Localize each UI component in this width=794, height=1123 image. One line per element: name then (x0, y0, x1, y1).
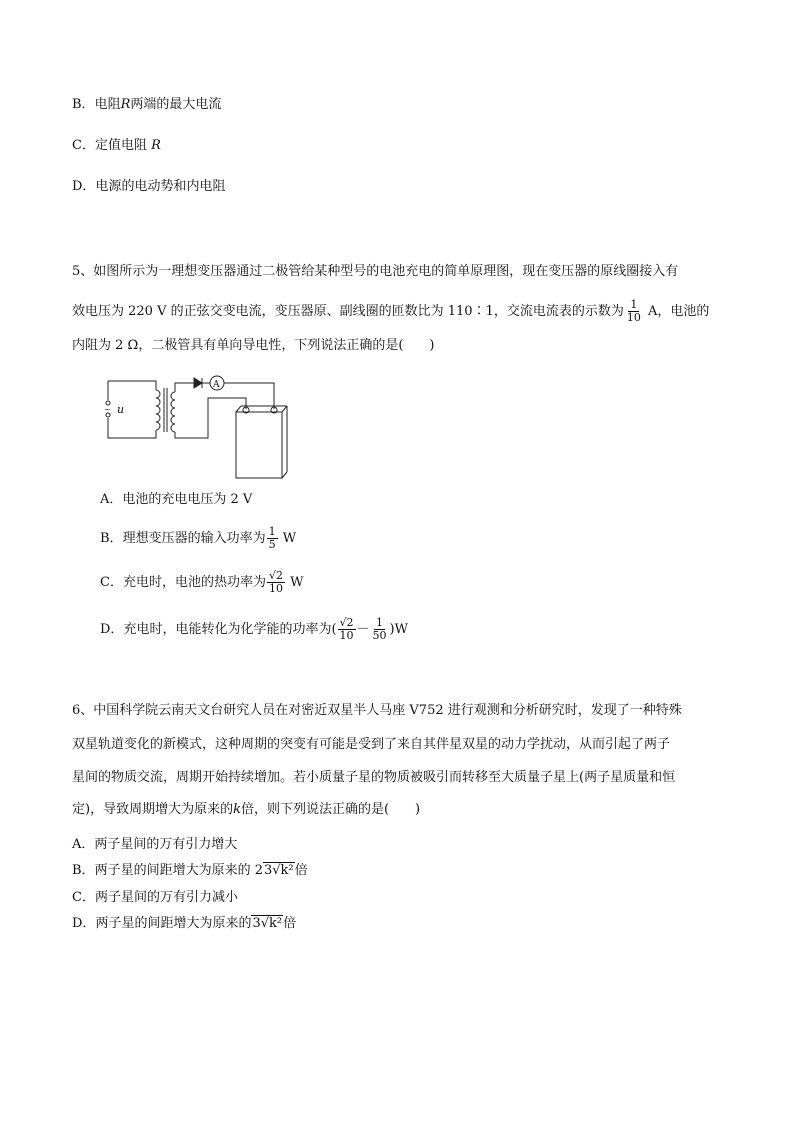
wire (108, 418, 156, 438)
radicand: 3√k² (252, 916, 283, 931)
battery-edge (236, 406, 241, 412)
battery-icon (236, 412, 282, 478)
q4-option-d (72, 177, 225, 197)
denominator: 5 (268, 538, 276, 551)
unit: )W (389, 622, 408, 637)
unit: W (278, 531, 297, 546)
option-text: 两端的最大电流 (130, 97, 222, 112)
q4-option-c (72, 136, 161, 156)
cube-root (263, 861, 295, 881)
option-text: 理想变压器的输入功率为 (122, 531, 266, 546)
numerator: √2 (339, 616, 354, 629)
wire (175, 383, 194, 392)
option-label: C． (72, 890, 95, 905)
source-label: u (117, 403, 125, 416)
q6-stem-line-1: 6、中国科学院云南天文台研究人员在对密近双星半人马座 V752 进行观测和分析研究时，发现了一种特殊 (72, 703, 682, 718)
denominator: 10 (339, 629, 354, 642)
ac-symbol: ~ (104, 405, 111, 414)
variable-r: R (151, 138, 161, 153)
wire (175, 398, 246, 438)
denominator: 50 (372, 629, 387, 642)
numerator: 1 (268, 525, 276, 538)
unit: W (285, 575, 304, 590)
q6-stem-line-3: 星间的物质交流，周期开始持续增加。若小质量子星的物质被吸引而转移至大质量子星上(两子星质量和恒 (72, 770, 676, 785)
q5-option-b (100, 526, 296, 551)
battery-edge (282, 406, 287, 412)
option-text: 两子星间的万有引力增大 (94, 837, 238, 852)
option-label: A． (72, 837, 95, 852)
option-text: 电阻 (94, 97, 121, 112)
option-text: 电源的电动势和内电阻 (95, 179, 226, 194)
q5-stem-line-1: 5、如图所示为一理想变压器通过二极管给某种型号的电池充电的简单原理图，现在变压器的原线圈接入有 (72, 264, 679, 279)
q6-option-c (72, 888, 238, 908)
option-text: 电池的充电电压为 2 V (122, 492, 253, 507)
wire (224, 383, 274, 409)
fraction (371, 617, 389, 642)
q6-stem-line-2: 双星轨道变化的新模式，这种周期的突变有可能是受到了来自其伴星双星的动力学扰动，从而引起了两子 (72, 737, 671, 752)
numerator: 1 (376, 616, 384, 629)
q4-option-b (72, 95, 221, 115)
option-text: 充电时，电能转化为化学能的功率为( (123, 622, 337, 637)
option-text: 两子星的间距增大为原来的 2 (94, 863, 263, 878)
option-label: C． (72, 138, 95, 153)
variable-r: R (120, 97, 131, 112)
radicand: 3√k² (263, 863, 294, 878)
fraction (267, 570, 285, 595)
fraction (338, 617, 356, 642)
primary-coil (156, 390, 160, 430)
diode-icon (194, 378, 202, 388)
secondary-coil (171, 392, 175, 432)
q6-stem-line-4 (72, 800, 420, 820)
option-label: B． (72, 863, 95, 878)
q5-stem-line-3: 内阻为 2 Ω，二极管具有单向导电性，下列说法正确的是( ) (72, 338, 435, 353)
q6-option-b (72, 861, 308, 881)
fraction (267, 526, 278, 551)
ammeter-label: A (213, 380, 220, 390)
numerator: 1 (630, 298, 638, 311)
option-text: 两子星间的万有引力减小 (94, 890, 238, 905)
numerator: √2 (268, 569, 283, 582)
stem-text: 效电压为 220 V 的正弦交变电流，变压器原、副线圈的匝数比为 110∶1，交流电流表的示数为 (72, 304, 624, 319)
stem-text: 倍，则下列说法正确的是( ) (240, 802, 421, 817)
option-text: 充电时，电池的热功率为 (122, 575, 266, 590)
option-label: A． (100, 492, 123, 507)
option-label: B． (72, 97, 95, 112)
option-label: C． (100, 575, 123, 590)
cube-root (251, 914, 283, 934)
circuit-diagram (98, 368, 298, 480)
option-label: D． (72, 916, 96, 931)
variable-k: k (233, 802, 241, 817)
denominator: 10 (268, 582, 283, 595)
option-label: D． (72, 179, 96, 194)
q5-option-d (100, 617, 408, 642)
option-text: 倍 (283, 916, 297, 931)
option-label: B． (100, 531, 123, 546)
q6-option-a (72, 835, 237, 855)
option-text: 倍 (294, 863, 308, 878)
q6-option-d (72, 914, 296, 934)
option-label: D． (100, 622, 124, 637)
fraction (625, 299, 643, 324)
stem-text: A，电池的 (643, 304, 710, 319)
denominator: 10 (626, 311, 641, 324)
q5-stem-line-2 (72, 299, 709, 324)
q5-option-a (100, 490, 252, 510)
minus-sign: － (356, 622, 370, 637)
stem-text: 定)，导致周期增大为原来的 (72, 802, 234, 817)
wire (108, 381, 156, 390)
option-text: 定值电阻 (94, 138, 147, 153)
q5-option-c (100, 570, 303, 595)
option-text: 两子星的间距增大为原来的 (95, 916, 252, 931)
battery-edge (282, 472, 287, 478)
